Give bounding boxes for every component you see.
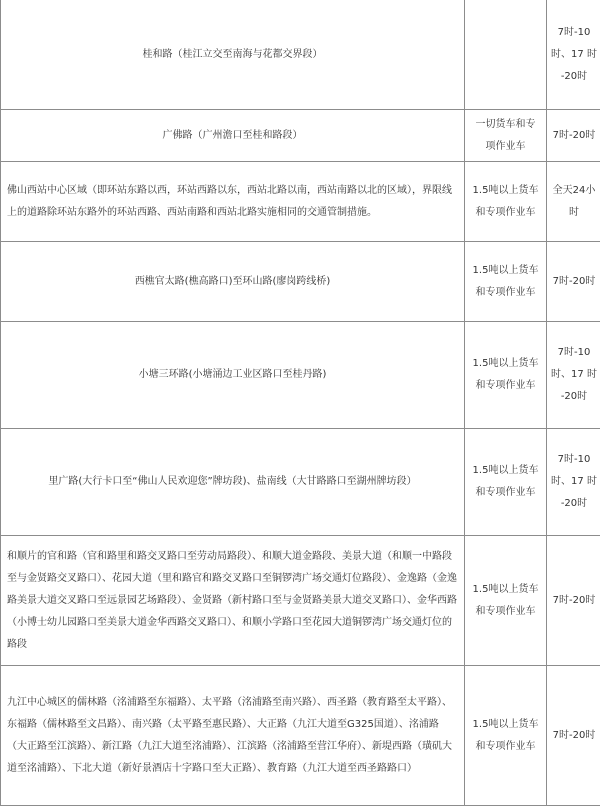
vehicle-cell: 1.5吨以上货车和专项作业车: [465, 162, 547, 242]
vehicle-cell: 1.5吨以上货车和专项作业车: [465, 242, 547, 322]
table-row: [1, 666, 600, 806]
table-row: [1, 322, 600, 429]
vehicle-cell: 一切货车和专项作业车: [465, 110, 547, 162]
table-row: [1, 0, 600, 110]
vehicle-cell: 1.5吨以上货车和专项作业车: [465, 536, 547, 666]
road-cell: 广佛路（广州澹口至桂和路段）: [1, 110, 465, 162]
table-row: [1, 242, 600, 322]
vehicle-cell: 1.5吨以上货车和专项作业车: [465, 666, 547, 806]
table-row: [1, 429, 600, 536]
road-cell: 佛山西站中心区域（即环站东路以西，环站西路以东，西站北路以南，西站南路以北的区域），界限线上的道路除环站东路外的环站西路、西站南路和西站北路实施相同的交通管制措施。: [1, 162, 465, 242]
road-cell: 和顺片的官和路（官和路里和路交叉路口至劳动局路段）、和顺大道金路段、美景大道（和顺一中路段至与金贤路交叉路口）、花园大道（里和路官和路交叉路口至铜锣湾广场交通灯位路段）、金逸路（金逸路美景大道交叉路口至远景园艺场路段）、金贤路（新村路口至与金贤路美景大道交叉路口）、金华西路（小博士幼儿园路口至美景大道金华西路交叉路口）、和顺小学路口至花园大道铜锣湾广场交通灯位的路段: [1, 536, 465, 666]
time-cell: 全天24小时: [547, 162, 600, 242]
vehicle-cell: [465, 0, 547, 110]
road-cell: 西樵官太路(樵高路口)至环山路(廖岗跨线桥): [1, 242, 465, 322]
road-cell: 小塘三环路(小塘涌边工业区路口至桂丹路): [1, 322, 465, 429]
table-row: [1, 110, 600, 162]
road-cell: 九江中心城区的儒林路（洺浦路至东福路）、太平路（洺浦路至南兴路）、西圣路（教育路至太平路）、东福路（儒林路至文昌路）、南兴路（太平路至惠民路）、大正路（九江大道至G325国道）、洺浦路（大正路至江滨路）、新江路（九江大道至洺浦路）、江滨路（洺浦路至营江华府）、新堤西路（璜矶大道至洺浦路）、下北大道（新好景酒店十字路口至大正路）、教育路（九江大道至西圣路路口）: [1, 666, 465, 806]
road-cell: 桂和路（桂江立交至南海与花都交界段）: [1, 0, 465, 110]
time-cell: 7时-10时、17 时 -20时: [547, 429, 600, 536]
table-row: [1, 536, 600, 666]
table-row: [1, 162, 600, 242]
time-cell: 7时-10时、17 时 -20时: [547, 322, 600, 429]
time-cell: 7时-20时: [547, 242, 600, 322]
time-cell: 7时-10时、17 时 -20时: [547, 0, 600, 110]
time-cell: 7时-20时: [547, 536, 600, 666]
road-cell: 里广路(大行卡口至“佛山人民欢迎您”牌坊段)、盐南线（大甘路路口至湖州牌坊段）: [1, 429, 465, 536]
vehicle-cell: 1.5吨以上货车和专项作业车: [465, 429, 547, 536]
time-cell: 7时-20时: [547, 110, 600, 162]
time-cell: 7时-20时: [547, 666, 600, 806]
vehicle-cell: 1.5吨以上货车和专项作业车: [465, 322, 547, 429]
